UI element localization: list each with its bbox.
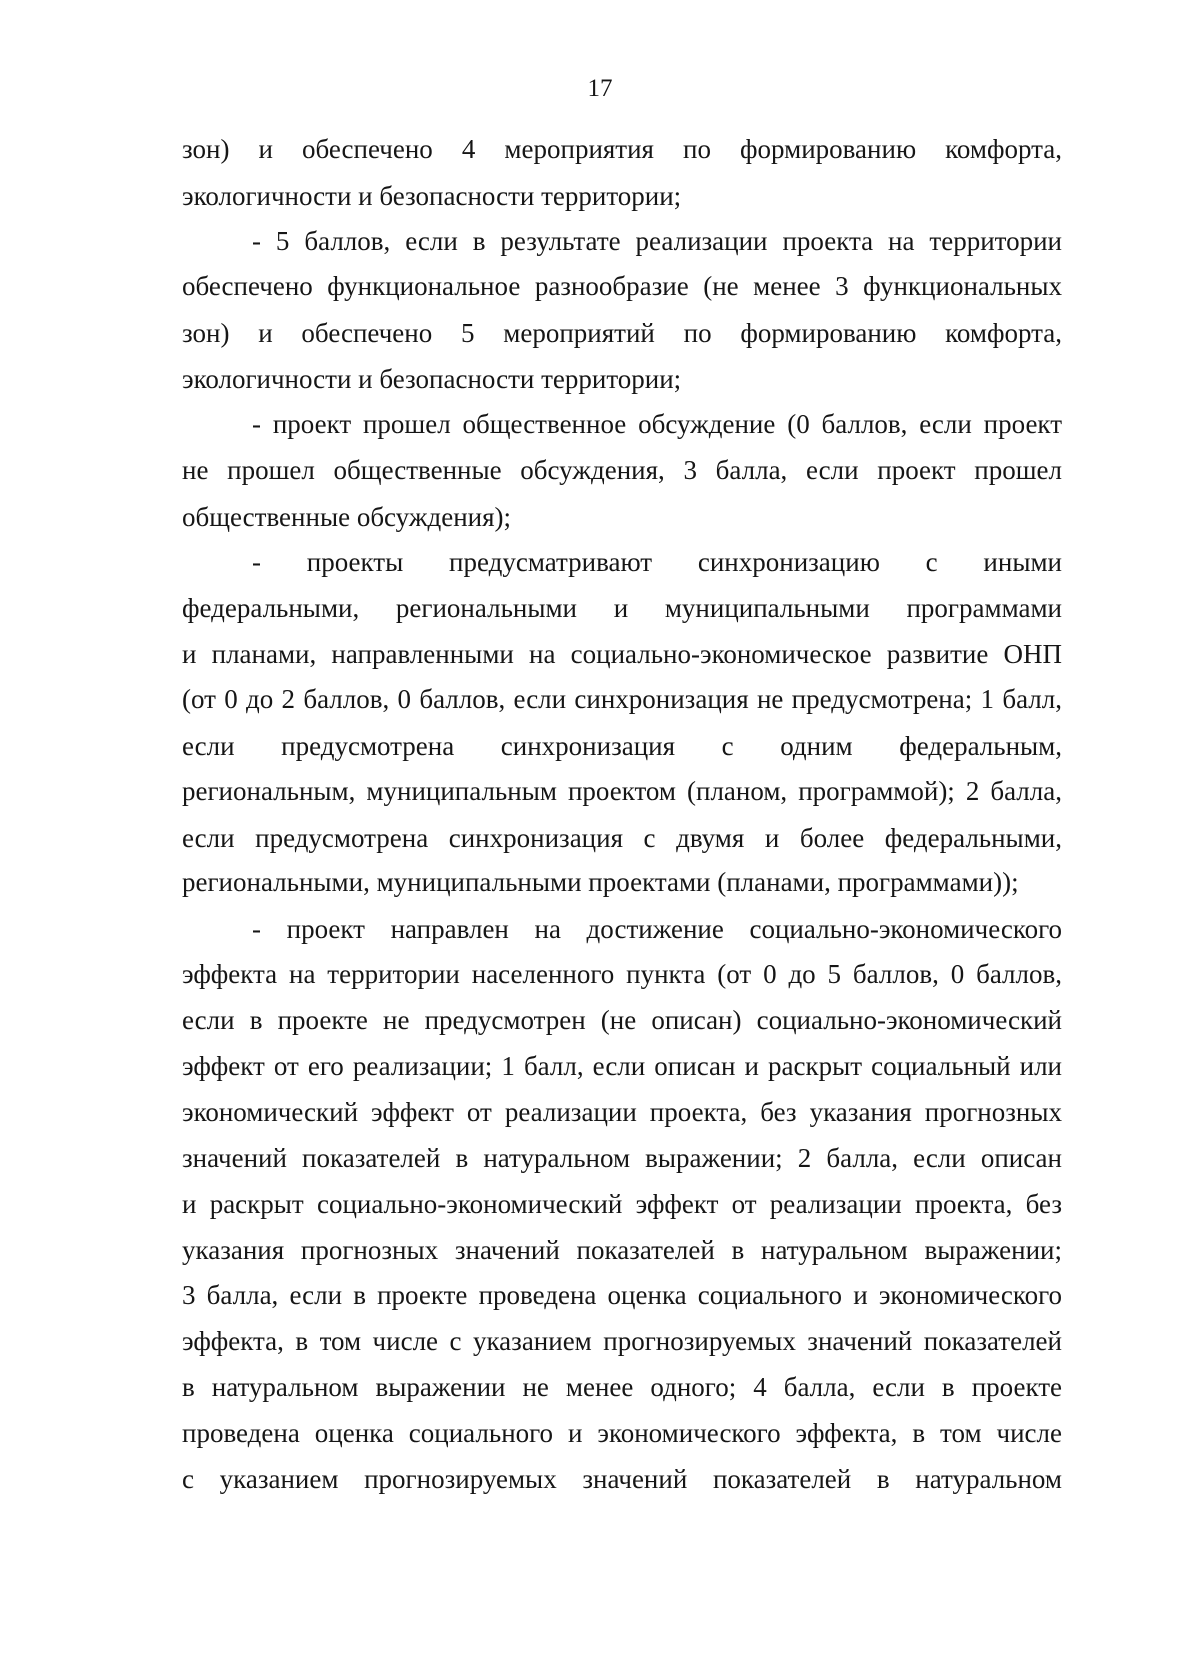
text-line: в натуральном выражении не менее одного; 4 балла, если в проекте — [182, 1372, 1062, 1402]
text-line: экологичности и безопасности территории; — [182, 364, 682, 394]
text-line: проведена оценка социального и экономического эффекта, в том числе — [182, 1418, 1062, 1448]
text-line: региональными, муниципальными проектами (планами, программами)); — [182, 867, 1019, 897]
text-line: не прошел общественные обсуждения, 3 балла, если проект прошел — [182, 455, 1062, 485]
text-line: (от 0 до 2 баллов, 0 баллов, если синхронизация не предусмотрена; 1 балл, — [182, 684, 1062, 714]
text-line: если предусмотрена синхронизация с одним федеральным, — [182, 731, 1062, 761]
text-line: если предусмотрена синхронизация с двумя и более федеральными, — [182, 823, 1062, 853]
text-line: - проект прошел общественное обсуждение (0 баллов, если проект — [252, 409, 1062, 439]
page-number: 17 — [587, 75, 613, 102]
text-line: с указанием прогнозируемых значений показателей в натуральном — [182, 1464, 1062, 1494]
text-line: - проекты предусматривают синхронизацию с иными — [252, 547, 1062, 577]
text-line: обеспечено функциональное разнообразие (не менее 3 функциональных — [182, 271, 1062, 301]
text-line: если в проекте не предусмотрен (не описан) социально-экономический — [182, 1005, 1062, 1035]
text-line: зон) и обеспечено 4 мероприятия по формированию комфорта, — [182, 134, 1062, 164]
text-line: общественные обсуждения); — [182, 502, 512, 532]
text-line: указания прогнозных значений показателей в натуральном выражении; — [182, 1235, 1062, 1265]
text-line: эффекта, в том числе с указанием прогнозируемых значений показателей — [182, 1326, 1062, 1356]
text-line: - 5 баллов, если в результате реализации проекта на территории — [252, 226, 1062, 256]
text-line: зон) и обеспечено 5 мероприятий по формированию комфорта, — [182, 318, 1062, 348]
text-line: и раскрыт социально-экономический эффект от реализации проекта, без — [182, 1189, 1062, 1219]
text-line: - проект направлен на достижение социально-экономического — [252, 914, 1062, 944]
text-line: и планами, направленными на социально-экономическое развитие ОНП — [182, 639, 1062, 669]
text-line: 3 балла, если в проекте проведена оценка социального и экономического — [182, 1280, 1062, 1310]
text-line: региональным, муниципальным проектом (планом, программой); 2 балла, — [182, 776, 1062, 806]
text-line: значений показателей в натуральном выражении; 2 балла, если описан — [182, 1143, 1062, 1173]
text-line: экологичности и безопасности территории; — [182, 181, 682, 211]
text-line: эффект от его реализации; 1 балл, если описан и раскрыт социальный или — [182, 1051, 1062, 1081]
text-line: эффекта на территории населенного пункта (от 0 до 5 баллов, 0 баллов, — [182, 959, 1062, 989]
text-line: федеральными, региональными и муниципальными программами — [182, 593, 1062, 623]
text-line: экономический эффект от реализации проекта, без указания прогнозных — [182, 1097, 1062, 1127]
